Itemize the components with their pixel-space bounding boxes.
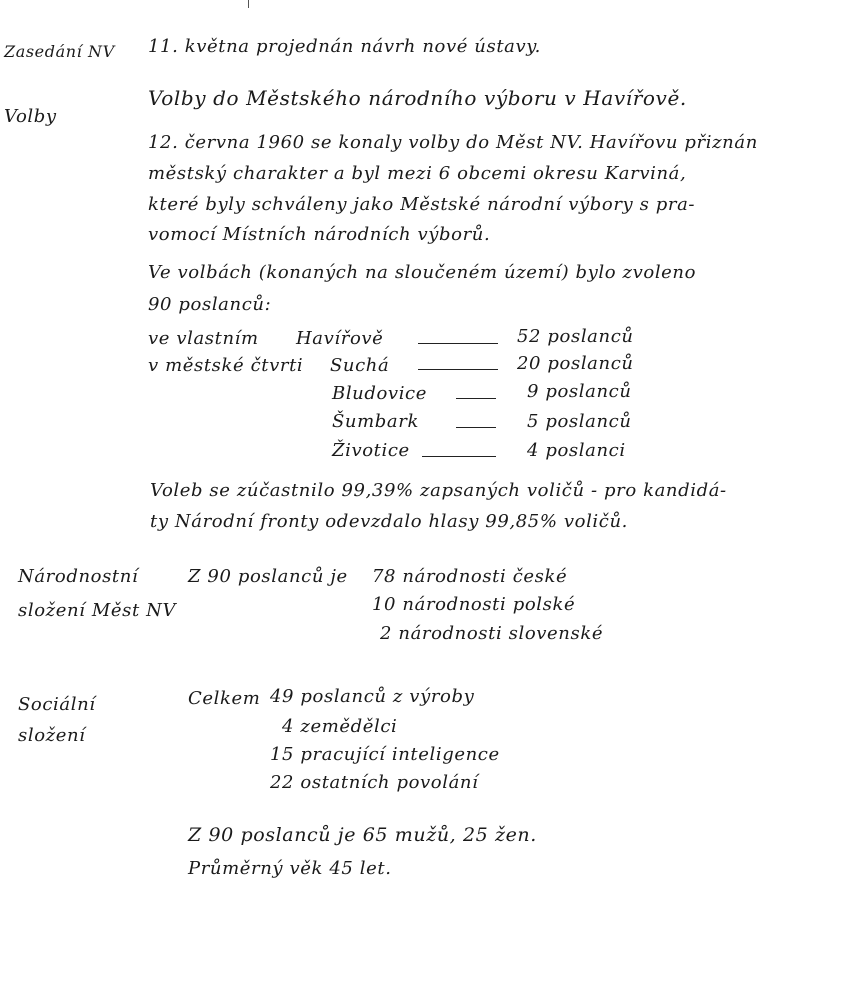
narodnostni-lead: Z 90 poslanců je xyxy=(188,566,348,587)
gender-summary: Z 90 poslanců je 65 mužů, 25 žen. xyxy=(188,824,537,846)
district-name: Bludovice xyxy=(332,383,427,404)
district-count: 5 poslanců xyxy=(527,411,632,432)
district-count: 9 poslanců xyxy=(527,381,632,402)
margin-label-narodnostni: Národnostní xyxy=(18,566,139,587)
volby-p1-line: vomocí Místních národních výborů. xyxy=(148,224,491,245)
scan-mark xyxy=(248,0,249,8)
volby-p2-line: Ve volbách (konaných na sloučeném území) bylo zvoleno xyxy=(148,262,697,283)
socialni-row: 15 pracující inteligence xyxy=(270,744,500,765)
socialni-row: 4 zemědělci xyxy=(282,716,398,737)
narodnostni-row: 10 národnosti polské xyxy=(372,594,576,615)
volby-p1-line: 12. června 1960 se konaly volby do Měst NV. Havířovu přiznán xyxy=(148,132,758,153)
zasedani-text: 11. května projednán návrh nové ústavy. xyxy=(148,36,541,57)
volby-p3-line: ty Národní fronty odevzdalo hlasy 99,85% voličů. xyxy=(150,511,628,532)
volby-heading: Volby do Městského národního výboru v Havířově. xyxy=(148,86,687,110)
dash-line xyxy=(422,456,496,457)
volby-p1-line: které byly schváleny jako Městské národní výbory s pra- xyxy=(148,194,696,215)
district-name: Havířově xyxy=(296,328,384,349)
district-count: 52 poslanců xyxy=(517,326,634,347)
narodnostni-row: 78 národnosti české xyxy=(372,566,568,587)
margin-label-slozeni: složení xyxy=(18,725,86,746)
district-name: Životice xyxy=(332,440,410,461)
district-prefix: ve vlastním xyxy=(148,328,259,349)
district-name: Šumbark xyxy=(332,411,419,432)
socialni-row: 22 ostatních povolání xyxy=(270,772,479,793)
district-count: 4 poslanci xyxy=(527,440,626,461)
district-count: 20 poslanců xyxy=(517,353,634,374)
margin-label-volby: Volby xyxy=(4,106,57,127)
volby-p3-line: Voleb se zúčastnilo 99,39% zapsaných voličů - pro kandidá- xyxy=(150,480,727,501)
dash-line xyxy=(418,369,498,370)
dash-line xyxy=(456,398,496,399)
margin-label-zasedani: Zasedání NV xyxy=(4,42,115,61)
district-name: Suchá xyxy=(330,355,390,376)
volby-p1-line: městský charakter a byl mezi 6 obcemi okresu Karviná, xyxy=(148,163,687,184)
dash-line xyxy=(456,427,496,428)
socialni-row: 49 poslanců z výroby xyxy=(270,686,475,707)
margin-label-slozeni-mest-nv: složení Měst NV xyxy=(18,600,177,621)
dash-line xyxy=(418,343,498,344)
volby-p2-line: 90 poslanců: xyxy=(148,294,272,315)
district-prefix: v městské čtvrti xyxy=(148,355,304,376)
socialni-lead: Celkem xyxy=(188,688,261,709)
margin-label-socialni: Sociální xyxy=(18,694,96,715)
average-age: Průměrný věk 45 let. xyxy=(188,858,392,879)
narodnostni-row: 2 národnosti slovenské xyxy=(380,623,604,644)
